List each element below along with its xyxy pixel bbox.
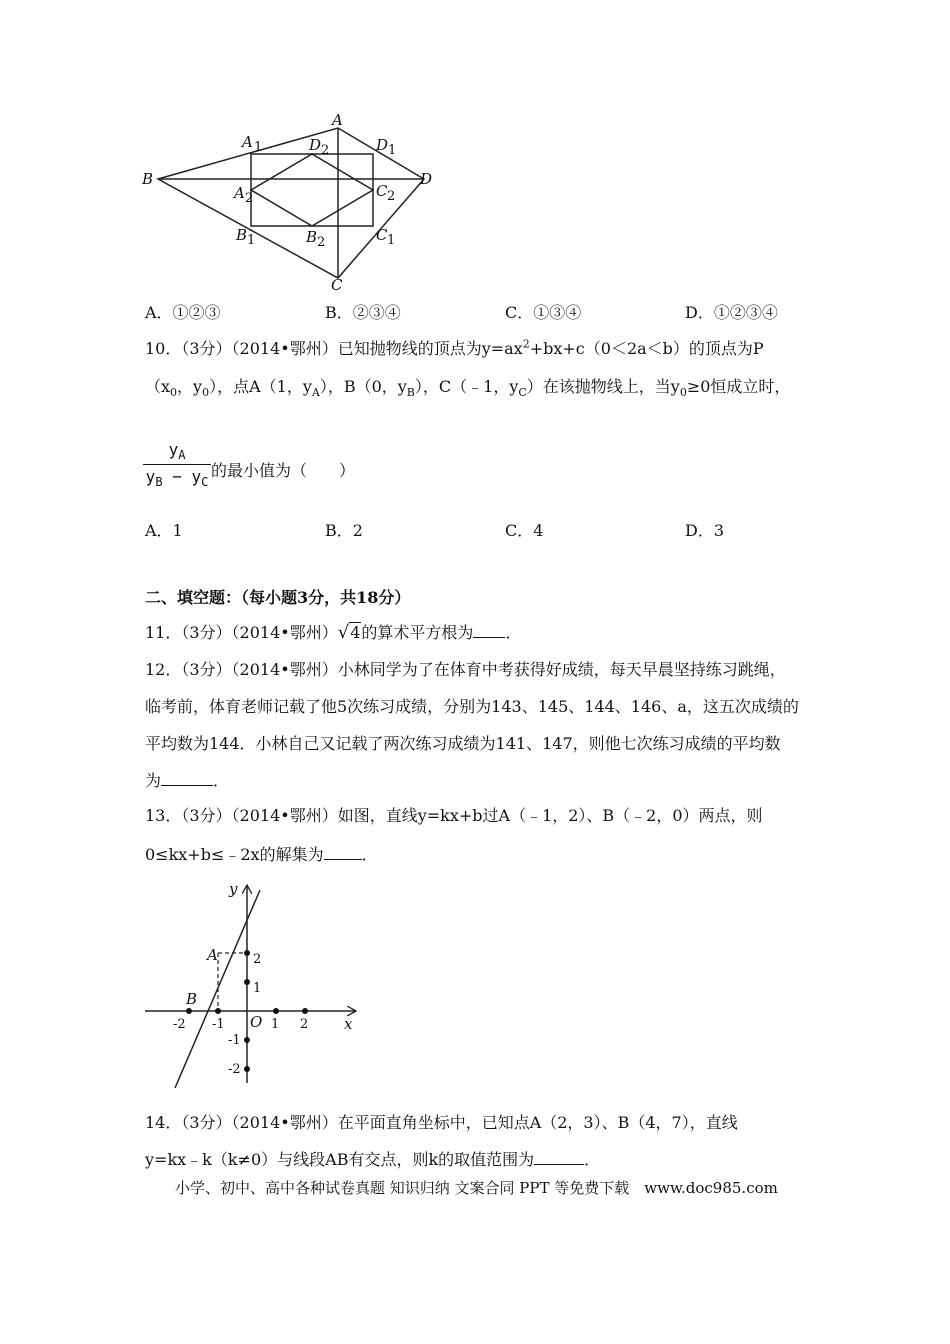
q10-option-c: C．4 — [505, 521, 544, 540]
svg-text:2: 2 — [387, 189, 396, 204]
q10-after-fraction: 的最小值为（ ） — [211, 461, 356, 480]
q12-line2: 临考前，体育老师记载了他5次练习成绩，分别为143、145、144、146、a，这五次成绩的 — [145, 697, 799, 716]
x-tick-neg2: -2 — [173, 1017, 186, 1032]
point-x-1 — [273, 1008, 279, 1014]
point-a-label: A — [207, 946, 218, 964]
rhombus-a2b2c2d2 — [251, 154, 373, 226]
x-tick-1: 1 — [271, 1017, 280, 1032]
x-axis-label: x — [344, 1015, 353, 1033]
y-tick-1: 1 — [253, 981, 262, 996]
geometry-figure — [130, 110, 450, 295]
fraction-denominator: $y_B - y_C$ — [145, 467, 209, 490]
page-footer: 小学、初中、高中各种试卷真题 知识归纳 文案合同 PPT 等免费下载 www.doc985.com — [175, 1179, 778, 1197]
point-y-1 — [244, 979, 250, 985]
label-c1: C — [376, 226, 388, 244]
x-tick-neg1: -1 — [212, 1017, 225, 1032]
point-x-2 — [302, 1008, 308, 1014]
q12-answer-blank — [161, 771, 213, 786]
q9-option-c: C．①③④ — [505, 303, 582, 322]
q9-option-a: A．①②③ — [145, 303, 221, 322]
point-y-2 — [244, 950, 250, 956]
label-a: A — [332, 111, 343, 129]
label-a1: A — [242, 133, 253, 151]
q13-answer-blank — [324, 845, 362, 860]
coordinate-figure — [140, 878, 365, 1088]
rectangle-a1b1c1d1 — [251, 154, 373, 226]
q9-option-b: B．②③④ — [325, 303, 401, 322]
q10-line2: （$x_0$，$y_0$），点A（1，$y_A$），B（0，$y_B$），C（﹣1，$y_C$）在该抛物线上，当$y_0\ge 0$恒成立时， — [145, 377, 791, 400]
point-b-label: B — [186, 990, 198, 1008]
q13-line2: 0≤kx+b≤﹣2x的解集为 ． — [145, 845, 378, 864]
fraction-numerator: $y_A$ — [168, 440, 186, 463]
svg-text:1: 1 — [387, 233, 396, 248]
y-tick-neg1: -1 — [228, 1033, 241, 1048]
y-tick-neg2: -2 — [228, 1062, 241, 1077]
q10-option-a: A．1 — [145, 521, 183, 540]
point-y-neg2 — [244, 1066, 250, 1072]
fraction-bar — [143, 464, 211, 465]
y-axis-label: y — [229, 880, 238, 898]
q12-line3: 平均数为144．小林自己又记载了两次练习成绩为141、147，则他七次练习成绩的平均数 — [145, 734, 781, 753]
q12-line4: 为 ． — [145, 771, 230, 790]
q11-answer-blank — [473, 623, 505, 638]
section-heading: 二、填空题：（每小题3分，共18分） — [145, 588, 411, 607]
svg-text:1: 1 — [247, 233, 256, 248]
origin-label: O — [250, 1013, 263, 1031]
label-b: B — [142, 170, 154, 188]
label-d: D — [420, 170, 433, 188]
q14-line1: 14．（3分）（2014•鄂州）在平面直角坐标中，已知点A（2，3）、B（4，7），直线 — [145, 1113, 738, 1132]
q10-option-b: B．2 — [325, 521, 363, 540]
svg-text:2: 2 — [245, 191, 254, 206]
y-tick-2: 2 — [253, 952, 262, 967]
q11: 11．（3分）（2014•鄂州）√4的算术平方根为 ． — [145, 622, 522, 643]
label-c: C — [331, 276, 343, 294]
q14-line2: y=kx﹣k（k≠0）与线段AB有交点，则k的取值范围为 ． — [145, 1150, 601, 1169]
label-b2: B — [306, 228, 318, 246]
label-d1: D — [376, 136, 389, 154]
svg-text:2: 2 — [317, 235, 326, 250]
sqrt-radicand: 4 — [350, 623, 361, 642]
q14-answer-blank — [534, 1150, 584, 1165]
label-c2: C — [376, 182, 388, 200]
svg-text:2: 2 — [321, 143, 330, 158]
label-d2: D — [309, 136, 322, 154]
point-y-neg1 — [244, 1037, 250, 1043]
q12-line1: 12．（3分）（2014•鄂州）小林同学为了在体育中考获得好成绩，每天早晨坚持练习跳绳， — [145, 660, 786, 679]
svg-text:1: 1 — [388, 143, 397, 158]
point-x-neg1 — [215, 1008, 221, 1014]
q10-line1: 10．（3分）（2014•鄂州）已知抛物线的顶点为$y=ax^2+bx+c(0<2a<b)$的顶点为P — [145, 337, 764, 358]
label-b1: B — [236, 226, 248, 244]
q13-line1: 13．（3分）（2014•鄂州）如图，直线y=kx+b过A（﹣1，2）、B（﹣2，0）两点，则 — [145, 806, 763, 825]
q10-fraction — [143, 440, 211, 489]
point-x-neg2 — [186, 1008, 192, 1014]
q10-option-d: D．3 — [685, 521, 725, 540]
svg-text:1: 1 — [254, 140, 263, 155]
x-tick-2: 2 — [300, 1017, 309, 1032]
q9-option-d: D．①②③④ — [685, 303, 778, 322]
sqrt-symbol: √ — [337, 622, 350, 643]
label-a2: A — [234, 184, 245, 202]
